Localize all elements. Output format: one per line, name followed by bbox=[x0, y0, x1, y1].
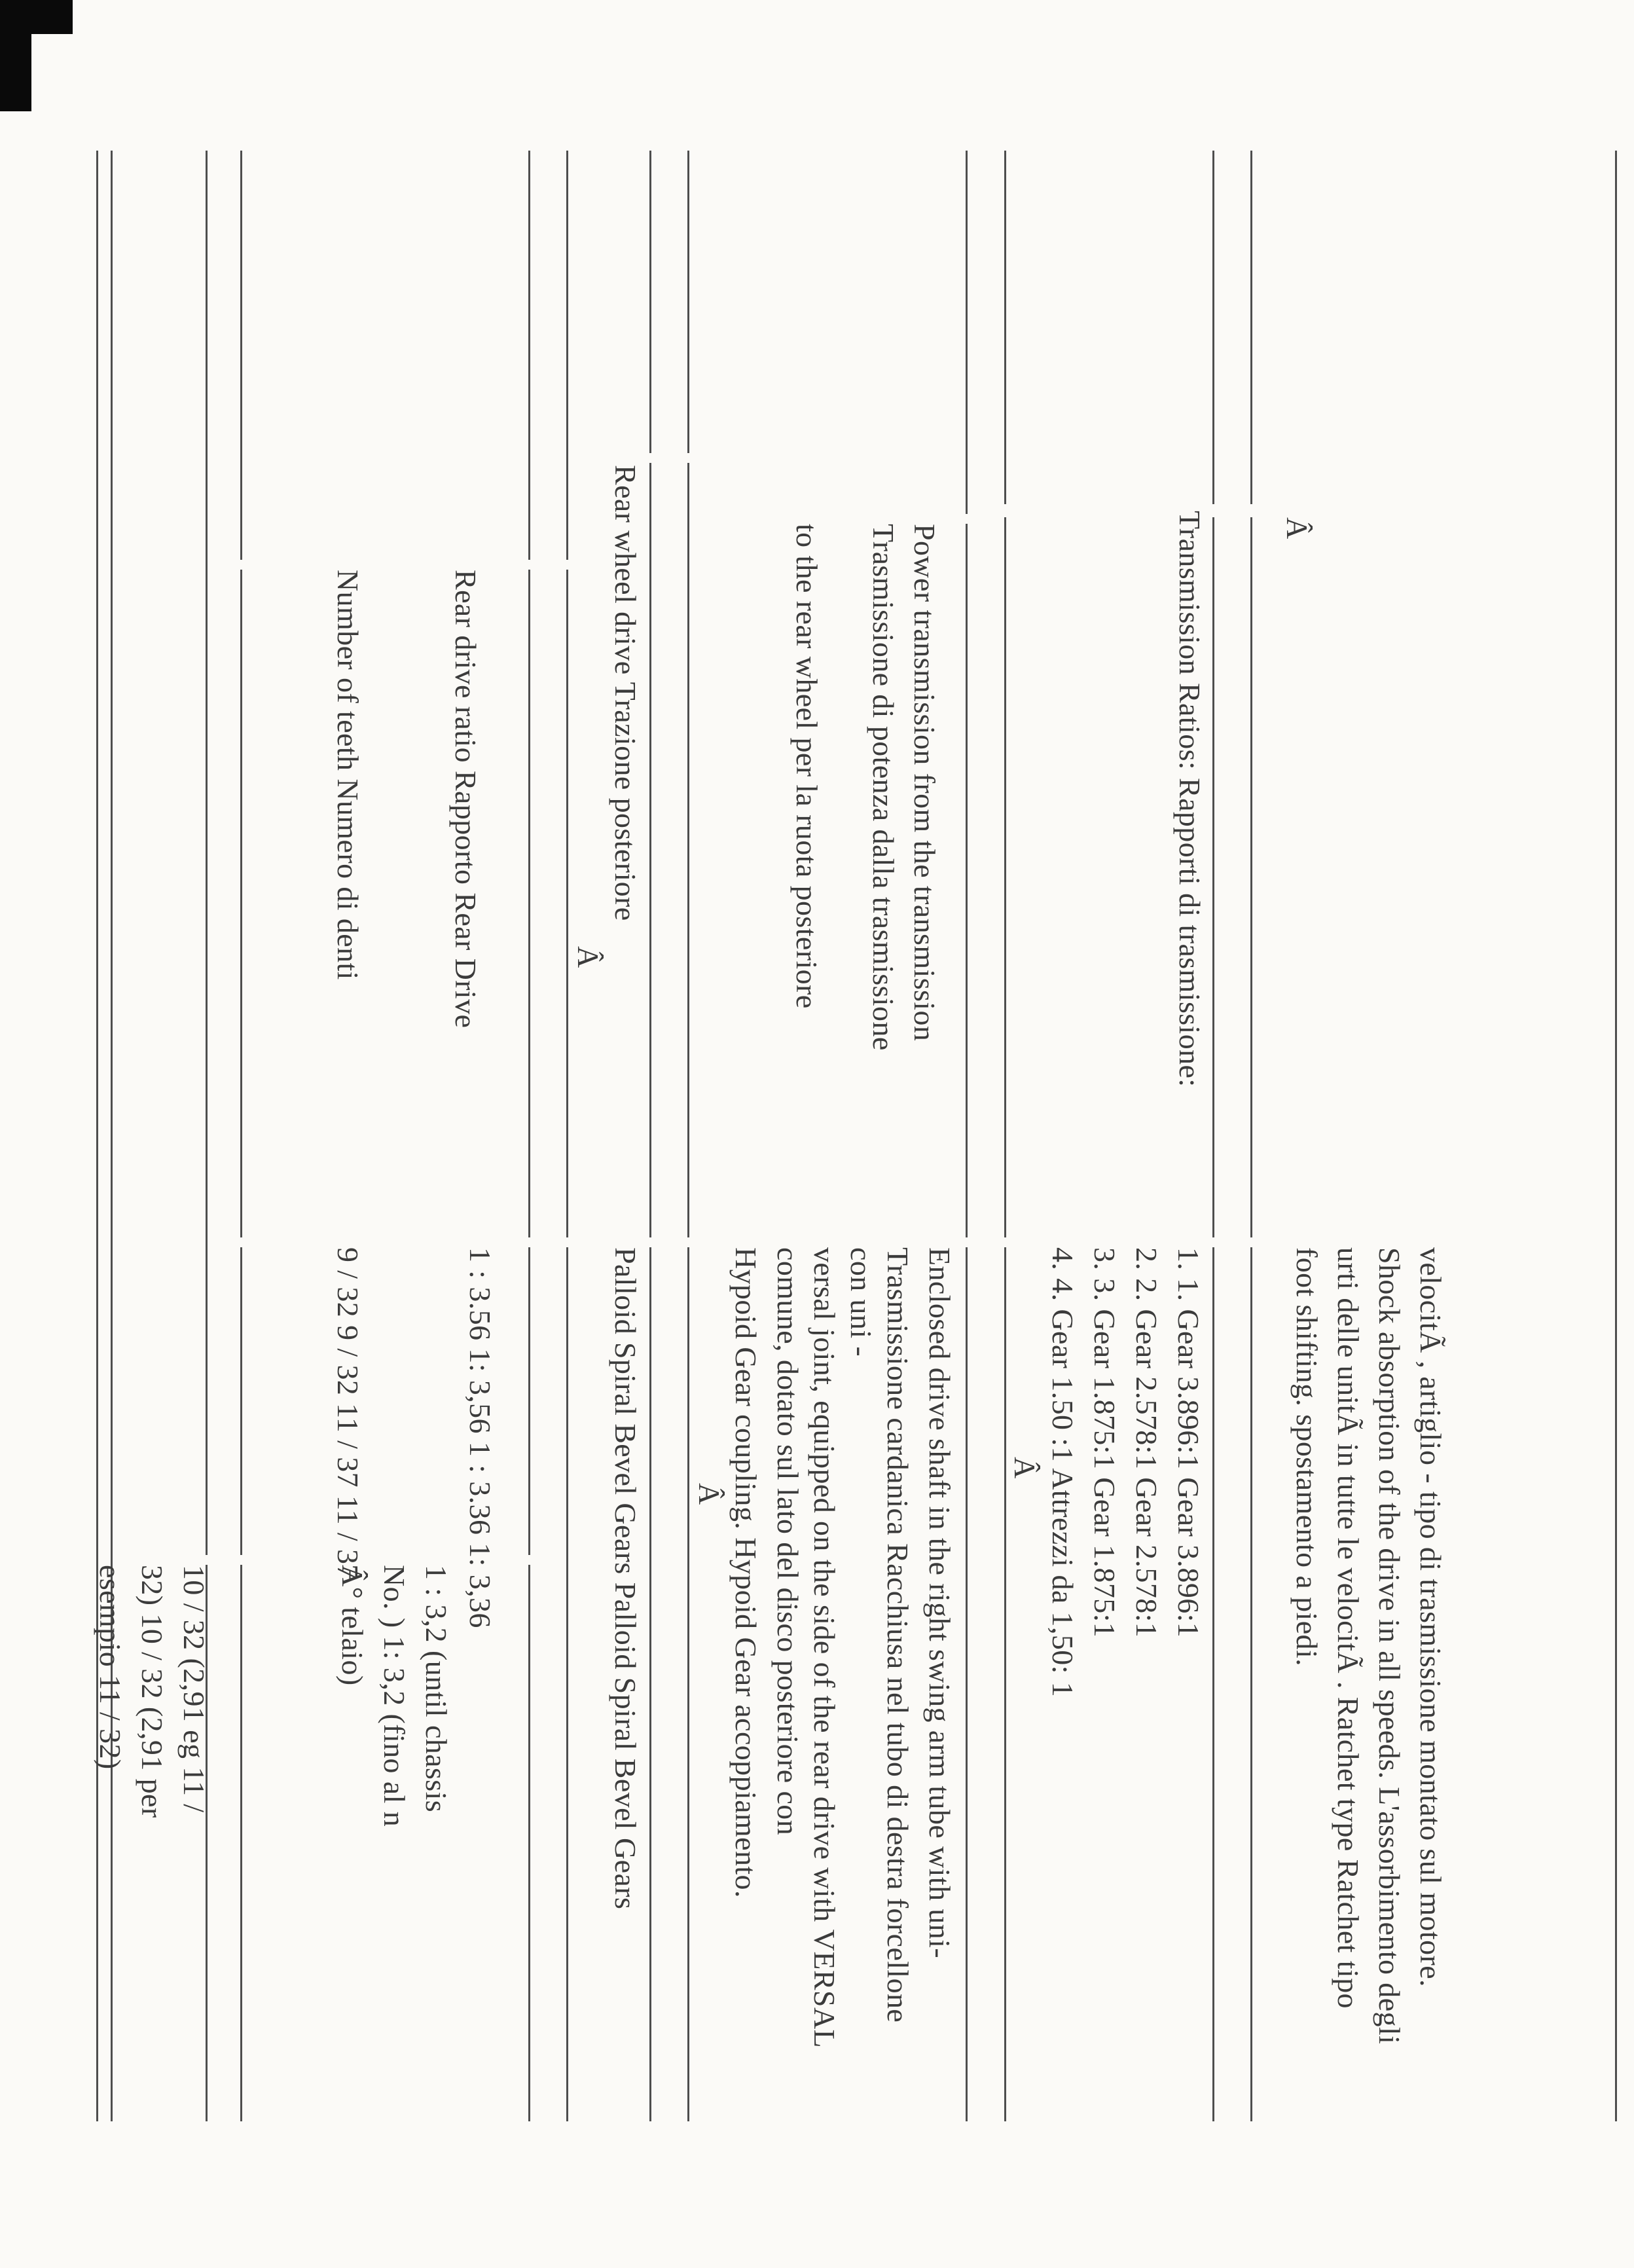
row3-label-line: Trasmissione di potenza dalla trasmissione bbox=[867, 524, 900, 1051]
table-rule bbox=[240, 151, 242, 560]
table-rule bbox=[1004, 1247, 1006, 2121]
table-rule bbox=[649, 463, 651, 1237]
table-rule bbox=[1615, 151, 1617, 2121]
table-rule bbox=[528, 151, 530, 560]
row3-value-line: con uni - bbox=[844, 1247, 878, 1357]
table-rule bbox=[528, 570, 530, 1237]
row3-value-line: versal joint, equipped on the side of the rear drive with VERSAL bbox=[808, 1247, 841, 2049]
row4-label-rear-wheel-drive: Rear wheel drive Trazione posteriore bbox=[609, 465, 642, 921]
table-rule bbox=[1212, 151, 1214, 504]
table-rule bbox=[1004, 151, 1006, 504]
row2-label-transmission-ratios: Transmission Ratios: Rapporti di trasmissione: bbox=[1173, 511, 1207, 1088]
row6-label-number-of-teeth: Number of teeth Numero di denti bbox=[331, 570, 365, 980]
row6-note-line: 32) 10 / 32 (2,91 per bbox=[136, 1565, 169, 1818]
row2-gear-ratio-line: 2. 2. Gear 2.578:1 Gear 2.578:1 bbox=[1130, 1247, 1163, 1638]
table-rule bbox=[1250, 1247, 1252, 2121]
table-rule bbox=[687, 1247, 689, 2121]
table-rule bbox=[240, 1247, 242, 1555]
row5-label-rear-drive-ratio: Rear drive ratio Rapporto Rear Drive bbox=[449, 570, 482, 1029]
table-rule bbox=[649, 151, 651, 453]
row3-label-line: to the rear wheel per la ruota posteriore bbox=[790, 524, 824, 1009]
scan-artifact-blob bbox=[0, 0, 73, 34]
table-rule bbox=[111, 151, 113, 2121]
table-rule bbox=[1250, 517, 1252, 1237]
row6-value-teeth: 9 / 32 9 / 32 11 / 37 11 / 37 bbox=[331, 1247, 365, 1580]
row1-paragraph-line: foot shifting. spostamento a piedi. bbox=[1290, 1247, 1324, 1667]
table-rule bbox=[566, 570, 568, 1237]
table-rule bbox=[566, 1247, 568, 2121]
row3-value-line: comune, dotato sul lato del disco posteriore con bbox=[771, 1247, 805, 1836]
row5-note-line: No. ) 1: 3,2 (fino al n bbox=[378, 1565, 411, 1827]
table-rule bbox=[240, 570, 242, 1237]
row4-value-palloid-gears: Palloid Spiral Bevel Gears Palloid Spiral Bevel Gears bbox=[609, 1247, 642, 1910]
row5-note-line: 1 : 3,2 (until chassis bbox=[420, 1565, 453, 1813]
table-rule bbox=[96, 151, 98, 2121]
table-rule bbox=[687, 151, 689, 453]
table-rule bbox=[566, 151, 568, 560]
row3-label-line: Power transmission from the transmission bbox=[908, 524, 941, 1042]
row3-value-line: Trasmissione cardanica Racchiusa nel tubo di destra forcellone bbox=[881, 1247, 915, 2023]
row2-gear-ratio-line: 4. 4. Gear 1.50 :1 Attrezzi da 1,50: 1 bbox=[1046, 1247, 1080, 1698]
row3-value-line: Hypoid Gear coupling. Hypoid Gear accoppiamento. bbox=[729, 1247, 763, 1898]
table-rule bbox=[966, 1247, 968, 2121]
table-rule bbox=[649, 1247, 651, 2121]
table-rule bbox=[966, 524, 968, 1237]
table-rule bbox=[1250, 151, 1252, 504]
row3-value-line: Enclosed drive shaft in the right swing arm tube with uni- bbox=[923, 1247, 956, 1959]
row3-trailing-nbsp-artifact: Â bbox=[693, 1483, 726, 1505]
row2-gear-ratio-line: 3. 3. Gear 1.875:1 Gear 1.875:1 bbox=[1088, 1247, 1121, 1638]
row6-note-line: esempio 11 / 32) bbox=[94, 1565, 127, 1770]
table-rule bbox=[1212, 1247, 1214, 2121]
row2-trailing-nbsp-artifact: Â bbox=[1008, 1457, 1042, 1479]
table-rule bbox=[687, 463, 689, 1237]
table-rule bbox=[1212, 517, 1214, 1237]
row6-note-line: 10 / 32 (2,91 eg 11 / bbox=[177, 1565, 211, 1813]
row5-value-ratios: 1 : 3.56 1: 3,56 1 : 3.36 1: 3,36 bbox=[463, 1247, 497, 1628]
table-rule bbox=[528, 1247, 530, 1555]
table-rule bbox=[240, 1565, 242, 2121]
table-rule bbox=[206, 151, 208, 1555]
table-rule bbox=[1004, 517, 1006, 1237]
row4-label-nbsp-artifact: Â bbox=[572, 946, 605, 968]
row5-note-line: Â° telaio) bbox=[336, 1565, 369, 1686]
row1-paragraph-line: velocitÃ , artiglio - tipo di trasmissione montato sul motore. bbox=[1414, 1247, 1447, 1987]
row1-label-nbsp-artifact: Â bbox=[1280, 517, 1314, 540]
row1-paragraph-line: Shock absorption of the drive in all speeds. L'assorbimento degli bbox=[1373, 1247, 1406, 2045]
row2-gear-ratio-line: 1. 1. Gear 3.896:1 Gear 3.896:1 bbox=[1172, 1247, 1205, 1638]
table-rule bbox=[966, 151, 968, 514]
table-rule bbox=[528, 1565, 530, 2121]
row1-paragraph-line: urti delle unitÃ in tutte le velocitÃ . Ratchet type Ratchet tipo bbox=[1332, 1247, 1365, 2009]
